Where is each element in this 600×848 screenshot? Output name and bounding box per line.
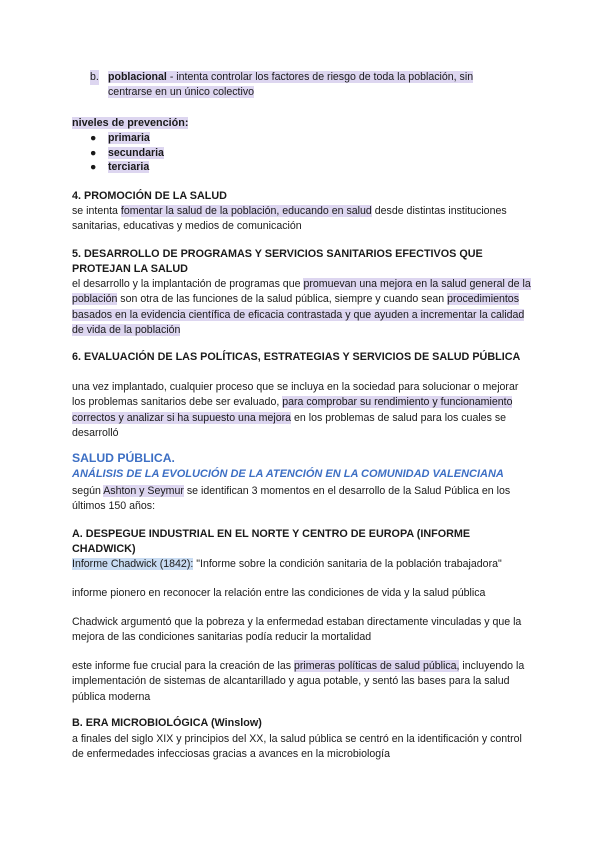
text-run: en los problemas de salud para los cuales se desarrolló — [72, 411, 507, 440]
list-item-b — [90, 70, 520, 101]
bullet-icon: ● — [90, 132, 97, 144]
section-6-heading: 6. EVALUACIÓN DE LAS POLÍTICAS, ESTRATEGIAS Y SERVICIOS DE SALUD PÚBLICA — [72, 351, 521, 363]
salud-publica-title: SALUD PÚBLICA. — [72, 451, 175, 465]
prevention-item-text: secundaria — [108, 146, 164, 159]
bullet-icon: ● — [90, 161, 97, 174]
text-run: según — [72, 485, 104, 497]
prevention-list — [90, 131, 164, 175]
section-a-paragraph-3: Chadwick argumentó que la pobreza y la enfermedad estaban directamente vinculadas y que la mejora de las condiciones sanitarias podía reducir la mortalidad — [72, 616, 522, 644]
text-run: el desarrollo y la implantación de programas que — [72, 278, 304, 290]
highlighted-text: Ashton y Seymur — [103, 485, 184, 497]
section-b-heading: B. ERA MICROBIOLÓGICA (Winslow) — [72, 717, 262, 729]
salud-publica-intro — [72, 484, 532, 515]
salud-publica-subtitle: ANÁLISIS DE LA EVOLUCIÓN DE LA ATENCIÓN EN LA COMUNIDAD VALENCIANA — [72, 468, 504, 480]
text-run: "Informe sobre la condición sanitaria de la población trabajadora" — [193, 558, 502, 570]
highlighted-text: primeras políticas de salud pública, — [294, 660, 460, 672]
highlighted-text: Informe Chadwick (1842): — [72, 558, 194, 570]
list-item — [90, 160, 164, 175]
text-run: este informe fue crucial para la creación de las — [72, 660, 294, 672]
section-4-heading: 4. PROMOCIÓN DE LA SALUD — [72, 190, 227, 202]
list-item — [90, 131, 164, 146]
section-5-heading: 5. DESARROLLO DE PROGRAMAS Y SERVICIOS SANITARIOS EFECTIVOS QUE PROTEJAN LA SALUD — [72, 248, 483, 276]
text-run: una vez implantado, cualquier proceso que se incluya en la sociedad para solucionar o mejorar los problemas sanitarios debe ser evaluado, — [72, 381, 519, 409]
list-item-text — [90, 70, 520, 101]
section-a-heading: A. DESPEGUE INDUSTRIAL EN EL NORTE Y CENTRO DE EUROPA (INFORME CHADWICK) — [72, 528, 471, 556]
term-poblacional: poblacional — [108, 71, 167, 83]
highlighted-text: promuevan una mejora en la salud general de la población — [72, 278, 531, 306]
section-a-report — [72, 557, 532, 572]
highlighted-text: para comprobar su rendimiento y funcionamiento correctos y analizar si ha supuesto una mejora — [72, 396, 513, 424]
text-run: se identifican 3 momentos en el desarrollo de la Salud Pública en los últimos 150 años: — [72, 485, 511, 513]
section-6-body — [72, 380, 532, 442]
text-run: son otra de las funciones de la salud pública, siempre y cuando sean — [117, 293, 448, 306]
list-item — [90, 146, 164, 161]
prevention-item-text: primaria — [108, 132, 150, 144]
text-run: se intenta — [72, 205, 121, 217]
section-5-body — [72, 277, 532, 339]
highlighted-text: fomentar la salud de la población, educando en salud — [120, 205, 372, 217]
prevention-item-text: terciaria — [108, 161, 150, 174]
prevention-heading-text: niveles de prevención: — [72, 117, 189, 129]
poblacional-description: - intenta controlar los factores de riesgo de toda la población, sin centrarse en un único colectivo — [108, 71, 474, 99]
text-run: desde distintas instituciones sanitarias, educativas y medios de comunicación — [72, 205, 507, 233]
bullet-icon: ● — [90, 146, 97, 159]
section-4-body — [72, 204, 532, 235]
section-a-paragraph-2: informe pionero en reconocer la relación entre las condiciones de vida y la salud pública — [72, 587, 486, 599]
highlighted-text: procedimientos basados en la evidencia científica de eficacia contrastada y que ayuden a incrementar la calidad de vida de la población — [72, 293, 525, 337]
section-b-body: a finales del siglo XIX y principios del XX, la salud pública se centró en la identificación y control de enfermedades infecciosas gracias a avances en la microbiología — [72, 733, 522, 761]
prevention-heading — [72, 116, 532, 131]
list-marker: b. — [90, 70, 99, 85]
text-run: incluyendo la implementación de sistemas de alcantarillado y agua potable, y sentó las bases para la salud pública moderna — [72, 660, 525, 703]
section-a-paragraph-4 — [72, 659, 532, 705]
